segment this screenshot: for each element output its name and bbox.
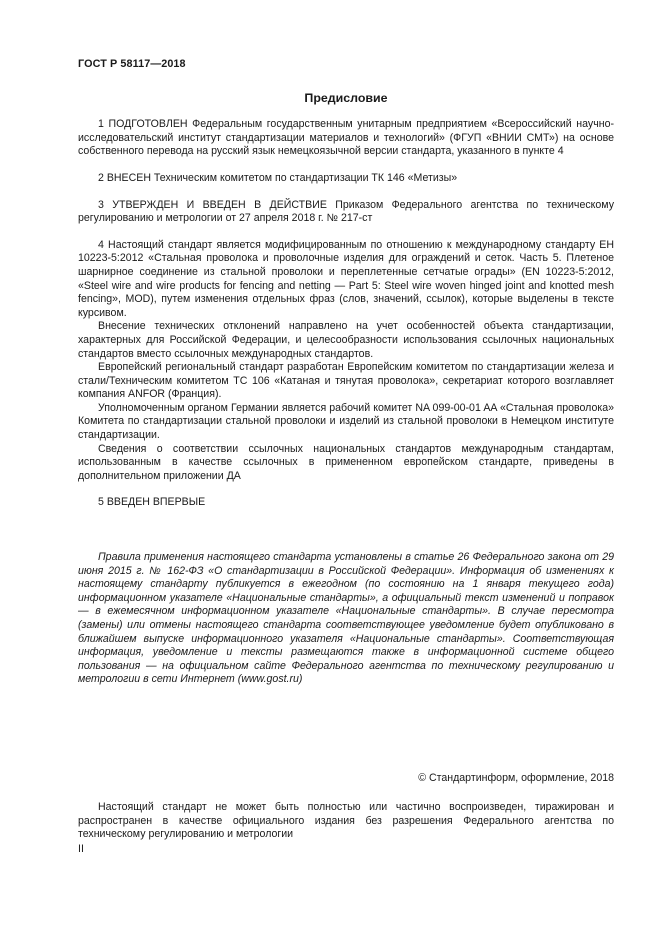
document-body — [78, 58, 614, 510]
preface-item-4-paragraph: Внесение технических отклонений направлено на учет особенностей объекта стандартизации, характерных для Российской Федерации, и целесообразности использования ссылочных национальных стандартов вместо ссылочных международных стандартов. — [78, 320, 614, 360]
preface-item-4-paragraph: Европейский региональный стандарт разработан Европейским комитетом по стандартизации железа и стали/Техническим комитетом ТС 106 «Катаная и тянутая проволока», секретариат которого возглавляет компания ANFOR (Франция). — [78, 361, 614, 401]
standard-code: ГОСТ Р 58117—2018 — [78, 58, 186, 70]
footer-notice — [78, 801, 614, 842]
rules-note — [78, 551, 614, 687]
preface-item-4-paragraph: Уполномоченным органом Германии является рабочий комитет NA 099-00-01 AA «Стальная проволока» Комитета по стандартизации стальной проволоки и изделий из стальной проволоки в Немецком институте стандартизации. — [78, 401, 614, 442]
footer-notice-text: Настоящий стандарт не может быть полностью или частично воспроизведен, тиражирован и распространен в качестве официального издания без разрешения Федерального агентства по техническому регулированию и метрологии — [78, 801, 614, 841]
preface-item-5: 5 ВВЕДЕН ВПЕРВЫЕ — [98, 496, 206, 509]
preface-item-1: 1 ПОДГОТОВЛЕН Федеральным государственным унитарным предприятием «Всероссийский научно-исследовательский институт стандартизации материалов и технологий» (ФГУП «ВНИИ СМТ») на основе собственного перевода на русский язык немецкоязычной версии стандарта, указанного в пункте 4 — [78, 118, 614, 158]
page-title: Предисловие — [304, 90, 388, 105]
preface-item-4: 4 Настоящий стандарт является модифицированным по отношению к международному стандарту ЕН 10223-5:2012 «Стальная проволока и проволочные изделия для ограждений и сеток. Часть 5. Плетеное шарнирное соединение из стальной проволоки и переплетенные сетчатые ограды» (EN 10223-5:2012, «Steel wire and wire products for fencing and netting — Part 5: Steel wire woven hinged joint and knotted mesh fencing», MOD), путем изменения отдельных фраз (слов, значений, ссылок), которые выделены в тексте курсивом. — [78, 238, 614, 319]
copyright: © Стандартинформ, оформление, 2018 — [418, 772, 614, 784]
page-number: II — [78, 843, 84, 855]
rules-note-text: Правила применения настоящего стандарта установлены в статье 26 Федерального закона от 29 июня 2015 г. № 162-ФЗ «О стандартизации в Российской Федерации». Информация об изменениях к настоящему стандарту публикуется в ежегодном (по состоянию на 1 января текущего года) информационном указателе «Национальные стандарты», а официальный текст изменений и поправок — в ежемесячном информационном указателе «Национальные стандарты». В случае пересмотра (замены) или отмены настоящего стандарта соответствующее уведомление будет опубликовано в ближайшем выпуске информационного указателя «Национальные стандарты». Соответствующая информация, уведомление и тексты размещаются также в информационной системе общего пользования — на официальном сайте Федерального агентства по техническому регулированию и метрологии в сети Интернет (www.gost.ru) — [78, 551, 614, 686]
preface-item-4-paragraph: Сведения о соответствии ссылочных национальных стандартов международным стандартам, использованным в качестве ссылочных в примененном европейском стандарте, приведены в дополнительном приложении ДА — [78, 442, 614, 482]
preface-item-3: 3 УТВЕРЖДЕН И ВВЕДЕН В ДЕЙСТВИЕ Приказом Федерального агентства по техническому регулированию и метрологии от 27 апреля 2018 г. № 217-ст — [78, 198, 614, 225]
preface-item-2: 2 ВНЕСЕН Техническим комитетом по стандартизации ТК 146 «Метизы» — [98, 171, 458, 184]
